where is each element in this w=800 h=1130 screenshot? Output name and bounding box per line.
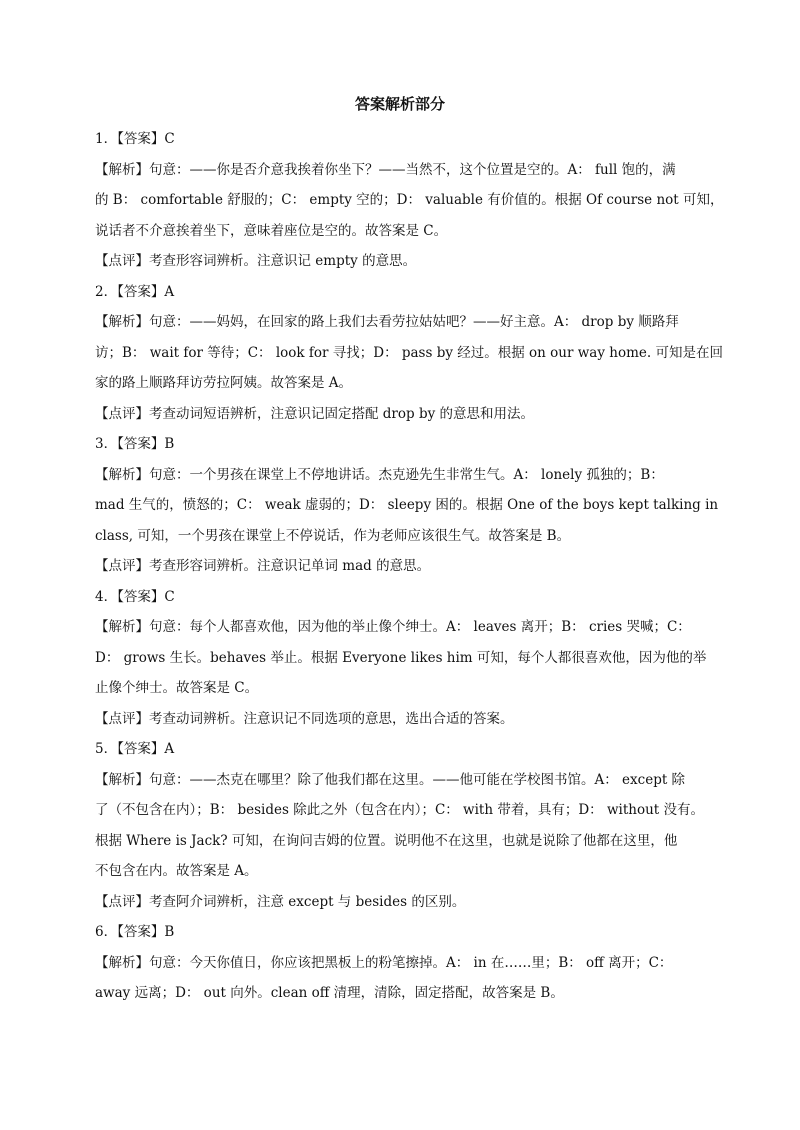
answer-item-5 <box>95 738 705 913</box>
answer-line: 4．【答案】C <box>95 588 175 605</box>
answer-item-1 <box>95 128 724 272</box>
analysis-line: 访；B： wait for 等待；C： look for 寻找；D： pass by 经过。根据 on our way home. 可知是在回 <box>95 344 723 361</box>
analysis-line: 不包含在内。故答案是 A。 <box>95 863 258 879</box>
analysis-line: 【解析】句意：——杰克在哪里？除了他我们都在这里。——他可能在学校图书馆。A： except 除 <box>95 771 686 788</box>
answer-item-4 <box>95 586 705 730</box>
analysis-line: 说话者不介意挨着坐下，意味着座位是空的。故答案是 C。 <box>95 222 448 239</box>
analysis-line: 【解析】句意：——妈妈，在回家的路上我们去看劳拉姑姑吧？——好主意。A： drop by 顺路拜 <box>95 314 679 330</box>
analysis-line: 【解析】句意：一个男孩在课堂上不停地讲话。杰克逊先生非常生气。A： lonely 孤独的；B： <box>95 466 664 483</box>
comment-line: 【点评】考查形容词辨析。注意识记单词 mad 的意思。 <box>95 558 431 574</box>
analysis-line: D： grows 生长。behaves 举止。根据 Everyone likes him 可知，每个人都很喜欢他，因为他的举 <box>95 649 707 666</box>
analysis-line: away 远离；D： out 向外。clean off 清理，清除，固定搭配，故答案是 B。 <box>95 985 564 1001</box>
answer-document <box>95 94 724 1013</box>
comment-line: 【点评】考查动词辨析。注意识记不同选项的意思，选出合适的答案。 <box>95 710 514 727</box>
analysis-line: 【解析】句意：——你是否介意我挨着你坐下？——当然不，这个位置是空的。A： full 饱的，满 <box>95 161 676 178</box>
analysis-line: 根据 Where is Jack? 可知，在询问吉姆的位置。说明他不在这里，也就是说除了他都在这里，他 <box>95 832 678 849</box>
page-title: 答案解析部分 <box>354 95 445 113</box>
answer-line: 2．【答案】A <box>95 283 175 300</box>
answer-item-3 <box>95 433 719 577</box>
answer-item-6 <box>95 921 705 1004</box>
answer-item-2 <box>95 281 723 425</box>
comment-line: 【点评】考查阿介词辨析，注意 except 与 besides 的区别。 <box>95 893 466 910</box>
analysis-line: 止像个绅士。故答案是 C。 <box>95 680 259 696</box>
answer-line: 6．【答案】B <box>95 924 175 940</box>
answer-line: 1．【答案】C <box>95 131 175 147</box>
analysis-line: 【解析】句意：今天你值日，你应该把黑板上的粉笔擦掉。A： in 在……里；B： off 离开；C： <box>95 954 673 971</box>
analysis-line: 家的路上顺路拜访劳拉阿姨。故答案是 A。 <box>95 375 353 391</box>
analysis-line: mad 生气的，愤怒的；C： weak 虚弱的；D： sleepy 困的。根据 One of the boys kept talking in <box>95 497 719 513</box>
answer-line: 5．【答案】A <box>95 741 175 757</box>
analysis-line: class, 可知，一个男孩在课堂上不停说话，作为老师应该很生气。故答案是 B。 <box>95 527 571 544</box>
comment-line: 【点评】考查动词短语辨析，注意识记固定搭配 drop by 的意思和用法。 <box>95 405 535 422</box>
analysis-line: 了（不包含在内）；B： besides 除此之外（包含在内）；C： with 带着，具有；D： without 没有。 <box>95 802 704 818</box>
comment-line: 【点评】考查形容词辨析。注意识记 empty 的意思。 <box>95 253 417 269</box>
analysis-line: 的 B： comfortable 舒服的；C： empty 空的；D： valuable 有价值的。根据 Of course not 可知， <box>95 192 724 208</box>
answer-line: 3．【答案】B <box>95 436 175 452</box>
analysis-line: 【解析】句意：每个人都喜欢他，因为他的举止像个绅士。A： leaves 离开；B： cries 哭喊；C： <box>95 619 691 635</box>
